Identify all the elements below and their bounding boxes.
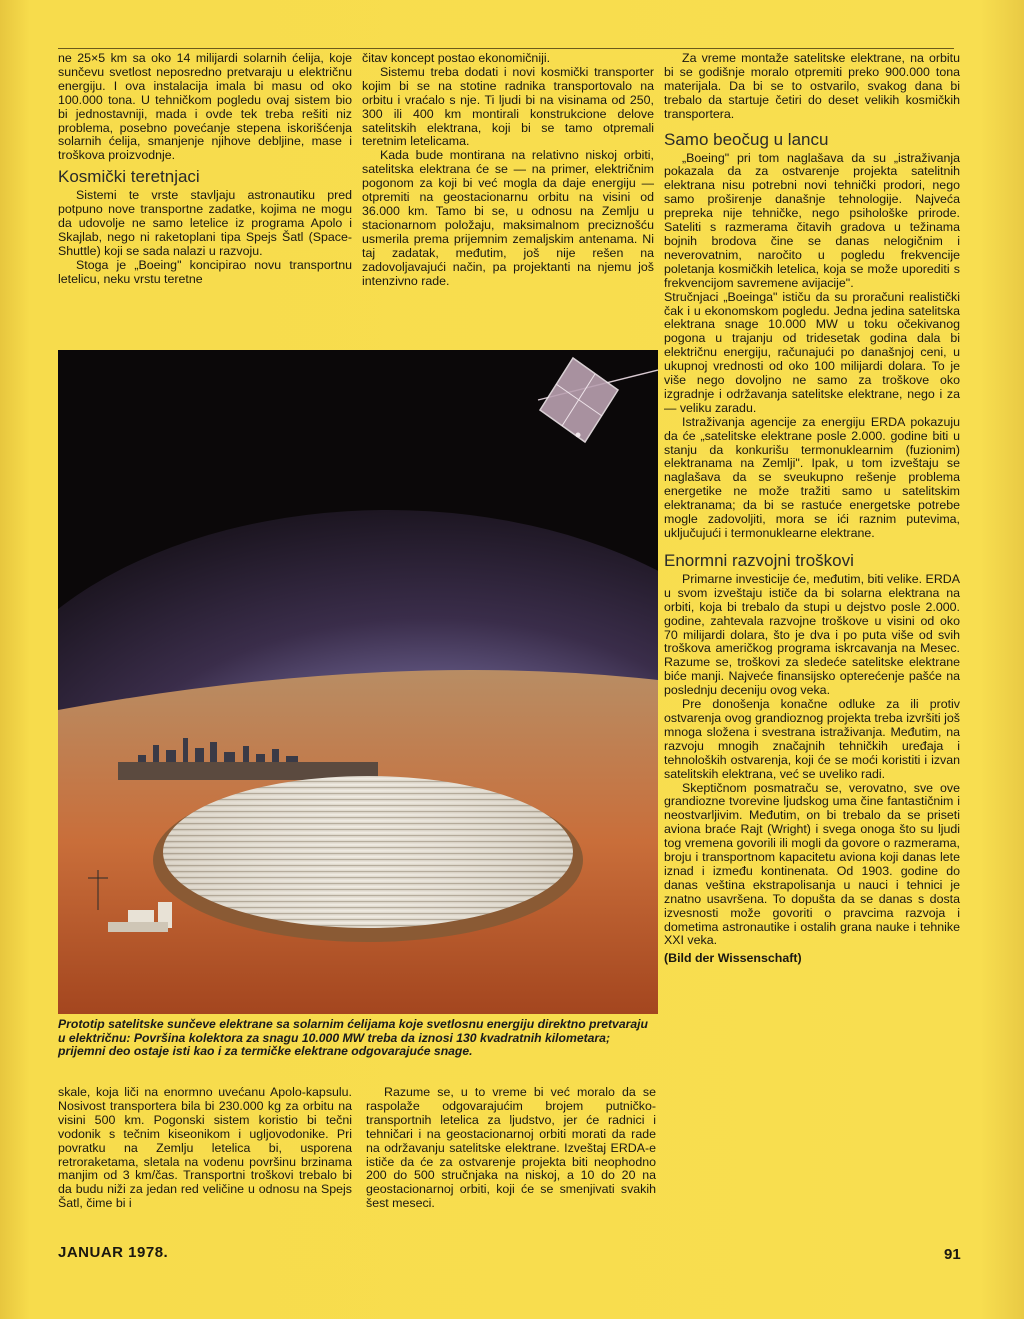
photo-caption: Prototip satelitske sunčeve elektrane sa solarnim ćelijama koje svetlosnu energiju direktno pretvaraju u električnu: Površina kolektora za snagu 10.000 MW treba da iznosi 130 kvadratnih kilometara; prijemni deo ostaje isti kao i za termičke elektrane odgovarajuće snage. <box>58 1017 648 1059</box>
top-rule <box>58 48 954 49</box>
paragraph: Skeptičnom posmatraču se, verovatno, sve ove grandiozne tvorevine ljudskog uma čine fantastičnim i neostvarljivim. Međutim, on bi trebalo da se priseti aviona braće Rajt (Wright) i svega onoga što su ljudi tog vremena govorili ili mogli da govore o razmerama, broju i transportnom kapacitetu aviona koji danas lete iznad i između kontinenata. Od 1903. godine do danas veština ekstrapolisanja u nauci i tehnici je znatno usavršena. To dopušta da se danas s dosta izvesnosti može govoriti o pravcima razvoja i dometima astronautike i ostalih grana nauke i tehnike XXI veka. <box>664 780 960 948</box>
photo-illustration <box>58 350 658 1014</box>
column-1-top <box>58 52 352 287</box>
page-number: 91 <box>944 1246 961 1263</box>
section-heading-enormni-troskovi: Enormni razvojni troškovi <box>664 550 854 570</box>
paragraph: Stoga je „Boeing" koncipirao novu transportnu letelicu, neku vrstu teretne <box>58 257 352 286</box>
issue-date: JANUAR 1978. <box>58 1244 169 1261</box>
column-3 <box>664 52 960 966</box>
paragraph: ne 25×5 km sa oko 14 milijardi solarnih ćelija, koje sunčevu svetlost neposredno pretvaraju u električnu energiju. I ova instalacija imala bi masu od oko 100.000 tona. U tehničkom pogledu ovaj sistem bio bi jednostavniji, mada i ovde tek treba rešiti niz problema, posebno povećanje stepena iskorišćenja solarnih ćelija, smanjenje njihove debljine, mase i troškova proizvodnje. <box>58 51 352 163</box>
solar-power-station-photo <box>58 350 658 1014</box>
paragraph: Razume se, u to vreme bi već moralo da se raspolaže odgovarajućim brojem putničko-transportnih letelica za ljudstvo, jer će radnici i tehničari i na geostacionarnoj orbiti morati da rade na održavanju satelitske elektrane. Izveštaj ERDA-e ističe da će za ostvarenje projekta biti neophodno 200 do 500 stručnjaka na niskoj, a 10 do 20 na geostacionarnoj orbiti, koji će se smenjivati svakih šest meseci. <box>366 1085 656 1211</box>
column-2-bottom <box>366 1086 656 1211</box>
paragraph: Istraživanja agencije za energiju ERDA pokazuju da će „satelitske elektrane posle 2.000. godine biti u stanju da konkurišu termonuklearnim (fuzionim) elektranama na Zemlji". Ipak, u tom izveštaju se naglašava da se sveukupno rešenje problema energetike ne može tražiti samo u satelitskim elektranama; da bi se rastuće energetske potrebe mogle zadovoljiti, mora se ići raznim putevima, uključujući i termonuklearne elektrane. <box>664 414 960 540</box>
paragraph: čitav koncept postao ekonomičniji. <box>362 51 551 65</box>
column-1-bottom <box>58 1086 352 1211</box>
column-2-top <box>362 52 654 288</box>
solar-collector-field <box>163 776 573 928</box>
paragraph: Pre donošenja konačne odluke za ili protiv ostvarenja ovog grandioznog projekta treba izvršiti još mnoga složena i svestrana istraživanja. Međutim, na razvoju mnogih značajnih tehničkih uređaja i tehnoloških ostvarenja, koji će se moći koristiti i izvan satelitskih elektrana, već se uveliko radi. <box>664 697 960 781</box>
section-heading-samo-beocug: Samo beočug u lancu <box>664 129 829 149</box>
paragraph: Primarne investicije će, međutim, biti velike. ERDA u svom izveštaju ističe da bi solarna elektrana na orbiti, koja bi trebalo da stupi u dejstvo posle 2.000. godine, zahtevala razvojne troškove u visini od oko 70 milijardi dolara, što je dva i po puta više od svih troškova američkog programa iskrcavanja na Mesec. Razume se, troškovi za sledeće satelitske elektrane biće manji. Najveće finansijsko opterećenje pašće na poslednju deceniju ovog veka. <box>664 571 960 698</box>
paragraph: skale, koja liči na enormno uvećanu Apolo-kapsulu. Nosivost transportera bila bi 230.000 kg za orbitu na visini 500 km. Pogonski sistem koristio bi tečni vodonik s tečnim kiseonikom i ugljovodonike. Pri povratku na Zemlju letelica bi, usporena retroraketama, sletala na vodenu površinu brzinama manjim od 3 km/čas. Transportni troškovi trebalo bi da budu niži za jedan red veličine u odnosu na Spejs Šatl, čime bi i <box>58 1085 352 1211</box>
paragraph: „Boeing" pri tom naglašava da su „istraživanja pokazala da za ostvarenje projekta satelitnih elektrana nisu potrebni novi tehnički prodori, nego samo proširenje današnje tehnologije. Najveća prepreka nije tehničke, nego psihološke prirode. Sateliti s razmerama čitavih gradova u težinama bojnih brodova čine se danas nelogičnim i neverovatnim, naročito u pogledu frekvencije poletanja kosmičkih letelica, koja se može uporediti s frekvencijom savremene avijacije". <box>664 150 960 290</box>
section-heading-kosmicki-teretnjaci: Kosmički teretnjaci <box>58 167 200 187</box>
paragraph: Stručnjaci „Boeinga" ističu da su proračuni realistički čak i u ekonomskom pogledu. Jedna jedina satelitska elektrana snage 10.000 MW u toku očekivanog pogona u trajanju od tridesetak godina dala bi električnu energiju, računajući po današnjoj ceni, u ukupnoj vrednosti od oko 100 milijardi dolara. To je više nego dovoljno ne samo za troškove oko izgradnje i održavanja satelitske elektrane, nego i za — veliku zaradu. <box>664 289 960 415</box>
paragraph: Kada bude montirana na relativno niskoj orbiti, satelitska elektrana će se — na primer, električnim pogonom za koji bi već mogla da daje energiju — otpremiti na geostacionarnu orbitu na visini od 36.000 km. Tamo bi se, u odnosu na Zemlju u stacionarnom položaju, maksimalnom preciznošću usmerila prema prijemnim zemaljskim antenama. Ni taj zadatak, međutim, još nije rešen na zadovoljavajući način, pa projektanti na njemu još intenzivno rade. <box>362 148 654 288</box>
source-credit: (Bild der Wissenschaft) <box>664 951 802 966</box>
paragraph: Sistemu treba dodati i novi kosmički transporter kojim bi se na stotine radnika transportovalo na orbitu i vraćalo s nje. Ti ljudi bi na visinama od 250, 300 ili 400 km montirali konstrukcione delove satelitskih elektrana, koji bi se tamo otpremali teretnim letelicama. <box>362 64 654 149</box>
paragraph: Sistemi te vrste stavljaju astronautiku pred potpuno nove transportne zadatke, kojima ne mogu da udovolje ne samo letelice iz programa Apolo i Skajlab, nego ni raketoplani tipa Spejs Šatl (Space-Shuttle) koji se sada nalazi u razvoju. <box>58 188 352 258</box>
paragraph: Za vreme montaže satelitske elektrane, na orbitu bi se godišnje moralo otpremiti preko 900.000 tona materijala. Da bi se to ostvarilo, svakog dana bi trebalo da startuje četiri do deset velikih kosmičkih transportera. <box>664 51 960 121</box>
